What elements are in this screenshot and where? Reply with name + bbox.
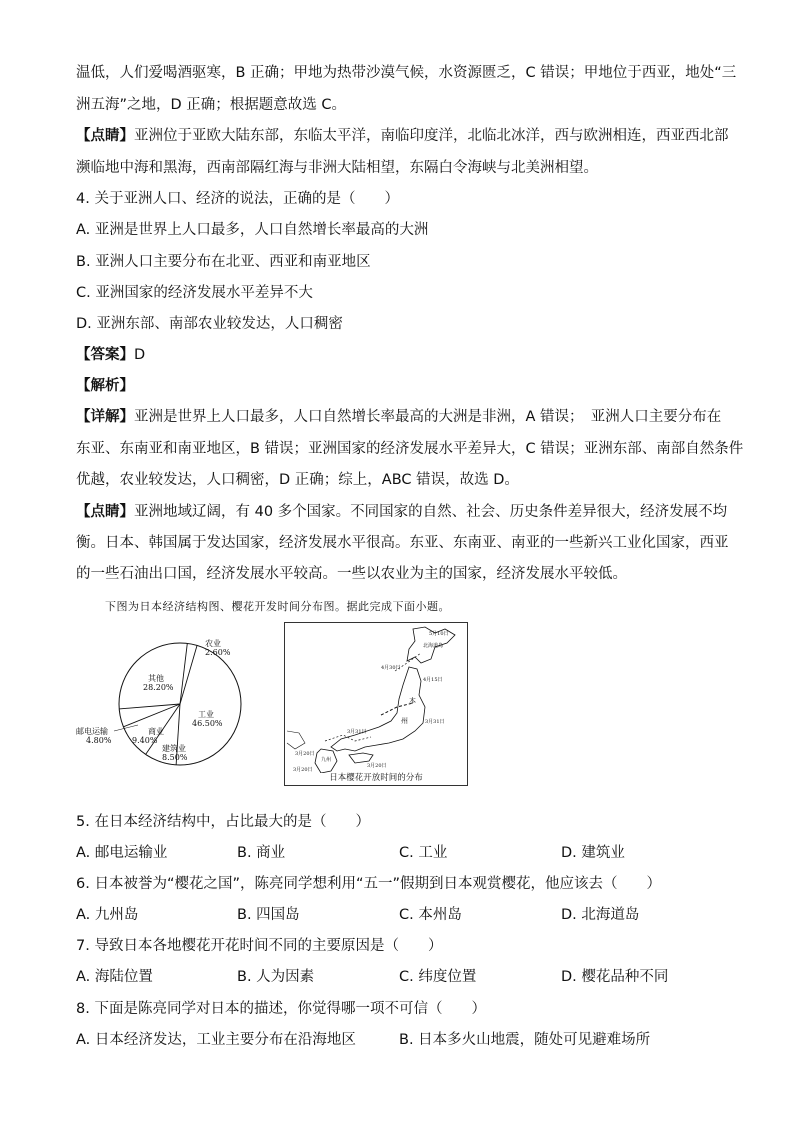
pie-label-industry: 工业 (198, 710, 214, 719)
detail-text: 亚洲是世界上人口最多，人口自然增长率最高的大洲是非洲，A 错误； 亚洲人口主要分布在 (134, 409, 722, 425)
detail-line: 东亚、东南亚和南亚地区，B 错误；亚洲国家的经济发展水平差异大，C 错误；亚洲东部、南部自然条件 (76, 441, 744, 457)
note-text: 亚洲位于亚欧大陆东部，东临太平洋，南临印度洋，北临北冰洋，西与欧洲相连，西亚西北部 (134, 128, 729, 144)
option-d: D. 亚洲东部、南部农业较发达，人口稠密 (76, 316, 343, 332)
note-text: 亚洲地域辽阔，有 40 多个国家。不同国家的自然、社会、历史条件差异很大，经济发展不均 (134, 504, 728, 520)
pie-value-commerce: 9.40% (132, 736, 158, 745)
economy-pie-chart (76, 625, 276, 770)
region-label: 北海道岛 (423, 643, 444, 649)
detail-line: 优越，农业较发达，人口稠密，D 正确；综上，ABC 错误，故选 D。 (76, 472, 519, 488)
option-b: B. 人为因素 (237, 969, 315, 985)
japan-sakura-map (284, 622, 468, 786)
date-label: 3月20日 (293, 767, 313, 773)
question-stem: 5. 在日本经济结构中，占比最大的是（ ） (76, 814, 370, 830)
korea-coast (287, 731, 305, 749)
option-a: A. 亚洲是世界上人口最多，人口自然增长率最高的大洲 (76, 222, 429, 238)
honshu-shape (331, 667, 425, 751)
option-b: B. 日本多火山地震，随处可见避难场所 (399, 1032, 651, 1048)
pie-label-agriculture: 农业 (205, 639, 221, 648)
detail-line (76, 407, 721, 427)
region-label: 州 (401, 717, 408, 725)
answer-line (76, 345, 145, 365)
question-stem: 4. 关于亚洲人口、经济的说法，正确的是（ ） (76, 191, 399, 207)
date-label: 3月31日 (425, 719, 445, 725)
question-stem: 7. 导致日本各地樱花开花时间不同的主要原因是（ ） (76, 938, 443, 954)
option-d: D. 樱花品种不同 (561, 969, 669, 985)
detail-tag: 【详解】 (76, 409, 134, 425)
pie-value-industry: 46.50% (192, 719, 223, 728)
note-line (76, 126, 729, 146)
question-stem: 8. 下面是陈亮同学对日本的描述，你觉得哪一项不可信（ ） (76, 1001, 486, 1017)
date-label: 4月30日 (381, 665, 401, 671)
pie-value-other: 28.20% (143, 683, 174, 692)
answer-tag: 【答案】 (76, 347, 134, 363)
pie-value-transport: 4.80% (86, 736, 112, 745)
date-label: 3月31日 (347, 729, 367, 735)
answer-value: D (134, 347, 146, 363)
date-label: 5月10日 (429, 631, 449, 637)
option-c: C. 工业 (399, 845, 448, 861)
shikoku-shape (349, 753, 373, 763)
pie-svg (76, 625, 276, 770)
pie-value-construction: 8.50% (162, 753, 188, 762)
note-tag: 【点睛】 (76, 504, 134, 520)
text-line: 濒临地中海和黑海，西南部隔红海与非洲大陆相望，东隔白令海峡与北美洲相望。 (76, 160, 598, 176)
note-line (76, 502, 727, 522)
analysis-tag: 【解析】 (76, 378, 134, 394)
pie-label-construction: 建筑业 (162, 744, 186, 753)
option-a: A. 邮电运输业 (76, 845, 168, 861)
option-c: C. 纬度位置 (399, 969, 477, 985)
option-a: A. 九州岛 (76, 907, 139, 923)
pie-value-agriculture: 2.60% (205, 648, 231, 657)
region-label: 本 (409, 697, 416, 705)
pie-label-transport: 邮电运输 (76, 727, 108, 736)
option-b: B. 四国岛 (237, 907, 300, 923)
option-d: D. 建筑业 (561, 845, 625, 861)
question-stem: 6. 日本被誉为“樱花之国”，陈亮同学想利用“五一”假期到日本观赏樱花，他应该去（ ） (76, 876, 661, 892)
option-b: B. 亚洲人口主要分布在北亚、西亚和南亚地区 (76, 254, 371, 270)
region-label: 九州 (321, 757, 332, 763)
text-line: 温低，人们爱喝酒驱寒，B 正确；甲地为热带沙漠气候，水资源匮乏，C 错误；甲地位于西亚，地处“三 (76, 65, 737, 81)
text-line: 洲五海”之地，D 正确；根据题意故选 C。 (76, 97, 347, 113)
date-label: 3月20日 (295, 751, 315, 757)
option-b: B. 商业 (237, 845, 286, 861)
option-c: C. 亚洲国家的经济发展水平差异不大 (76, 285, 313, 301)
map-caption: 日本樱花开放时间的分布 (329, 773, 423, 783)
pie-label-commerce: 商业 (148, 727, 164, 736)
date-label: 3月20日 (367, 763, 387, 769)
note-tag: 【点睛】 (76, 128, 134, 144)
option-a: A. 日本经济发达，工业主要分布在沿海地区 (76, 1032, 356, 1048)
note-line: 的一些石油出口国，经济发展水平较高。一些以农业为主的国家，经济发展水平较低。 (76, 566, 627, 582)
option-d: D. 北海道岛 (561, 907, 640, 923)
pie-label-other: 其他 (148, 674, 164, 683)
note-line: 衡。日本、韩国属于发达国家，经济发展水平很高。东亚、东南亚、南亚的一些新兴工业化国家，西亚 (76, 535, 729, 551)
option-c: C. 本州岛 (399, 907, 462, 923)
figure-caption: 下图为日本经济结构图、樱花开发时间分布图。据此完成下面小题。 (105, 600, 450, 613)
option-a: A. 海陆位置 (76, 969, 153, 985)
map-svg (285, 623, 467, 773)
date-label: 4月15日 (423, 677, 443, 683)
